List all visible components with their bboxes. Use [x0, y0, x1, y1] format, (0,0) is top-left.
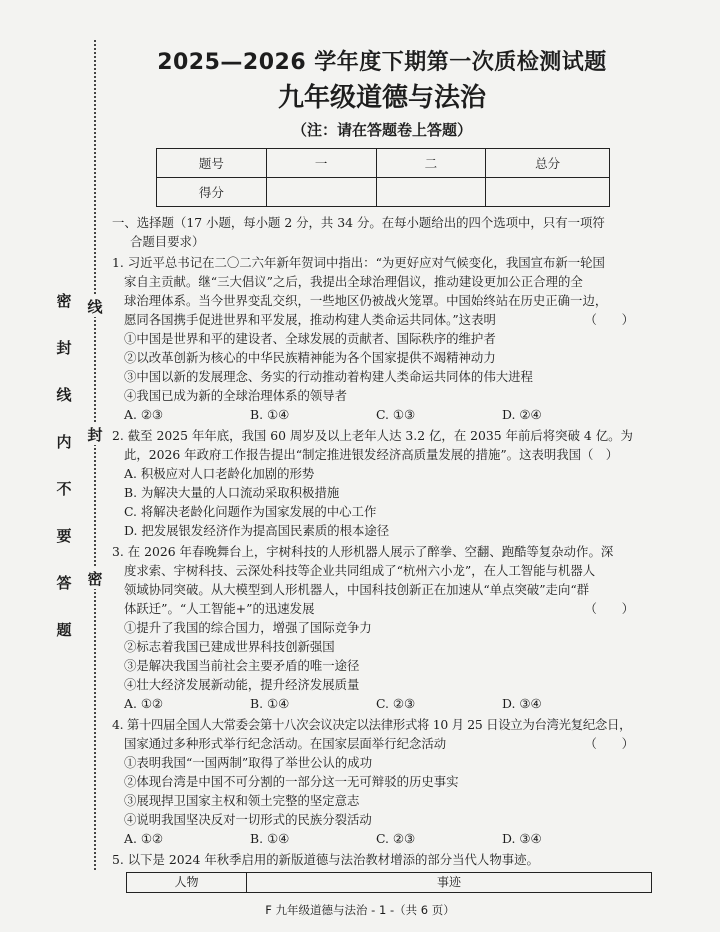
page-footer: F 九年级道德与法治 - 1 -（共 6 页）: [265, 903, 455, 917]
score-table: [156, 148, 610, 207]
statement-option: ③展现捍卫国家主权和领土完整的坚定意志: [124, 793, 360, 808]
score-cell: 题号: [157, 149, 267, 178]
question-stem-line: 此，2026 年政府工作报告提出“制定推进银发经济高质量发展的措施”。这表明我国（ ）: [124, 447, 619, 462]
binding-char: 密: [56, 292, 72, 310]
score-blank-cell[interactable]: [486, 178, 610, 207]
question-stem-line: 球治理体系。当今世界变乱交织，一些地区仍被战火笼罩。中国始终站在历史正确一边，: [124, 293, 608, 308]
choice-option[interactable]: B. 为解决大量的人口流动采取积极措施: [124, 485, 340, 500]
question-3: [112, 542, 652, 713]
question-stem-line: 4. 第十四届全国人大常委会第十八次会议决定以法律形式将 10 月 25 日设立为台湾光复纪念日，: [112, 717, 632, 732]
table-header-deeds: 事迹: [247, 873, 652, 893]
score-cell: 二: [376, 149, 486, 178]
choice-c[interactable]: C. ②③: [376, 696, 416, 711]
question-stem-line: 2. 截至 2025 年年底，我国 60 周岁及以上老年人达 3.2 亿，在 2035 年前后将突破 4 亿。为: [112, 428, 633, 443]
statement-option: ①表明我国“一国两制”取得了举世公认的成功: [124, 755, 373, 770]
answer-parenthesis[interactable]: （ ）: [584, 601, 634, 616]
binding-char: 内: [56, 433, 72, 451]
statement-option: ④壮大经济发展新动能，提升经济发展质量: [124, 677, 360, 692]
binding-char: 不: [56, 480, 72, 498]
question-stem-text: 国家通过多种形式举行纪念活动。在国家层面举行纪念活动: [124, 736, 447, 751]
statement-option: ②以改革创新为核心的中华民族精神能为各个国家提供不竭精神动力: [124, 350, 496, 365]
answer-choices: [112, 829, 652, 848]
choice-c[interactable]: C. ①③: [376, 407, 416, 422]
statement-option: ④我国已成为新的全球治理体系的领导者: [124, 388, 348, 403]
binding-char: 要: [56, 527, 72, 545]
section-heading: [112, 213, 652, 251]
exam-title: 2025—2026 学年度下期第一次质检测试题: [157, 50, 607, 75]
question-1: [112, 253, 652, 424]
score-blank-cell[interactable]: [376, 178, 486, 207]
question-stem-text: 愿同各国携手促进世界和平发展，推动构建人类命运共同体。”这表明: [124, 312, 496, 327]
score-cell: 一: [266, 149, 376, 178]
binding-char: 线: [56, 386, 72, 404]
statement-option: ①提升了我国的综合国力，增强了国际竞争力: [124, 620, 372, 635]
answer-choices: [112, 405, 652, 424]
binding-vertical-text: [55, 290, 73, 640]
answer-note: （注：请在答题卷上答题）: [291, 121, 472, 139]
score-table-header-row: [157, 149, 610, 178]
choice-d[interactable]: D. ③④: [502, 696, 542, 711]
binding-mark-mi: 密: [87, 570, 103, 588]
choice-option[interactable]: D. 把发展银发经济作为提高国民素质的根本途径: [124, 523, 390, 538]
question-stem-line: 领域协同突破。从大模型到人形机器人，中国科技创新正在加速从“单点突破”走向“群: [124, 582, 590, 597]
binding-dotted-line: [94, 40, 96, 870]
choice-option[interactable]: C. 将解决老龄化问题作为国家发展的中心工作: [124, 504, 377, 519]
choice-b[interactable]: B. ①④: [250, 831, 290, 846]
section-heading-line: 一、选择题（17 小题，每小题 2 分，共 34 分。在每小题给出的四个选项中，只有一项符: [112, 215, 605, 230]
answer-parenthesis[interactable]: （ ）: [584, 312, 634, 327]
binding-char: 封: [56, 339, 72, 357]
binding-char: 题: [56, 621, 72, 639]
score-cell: 总分: [486, 149, 610, 178]
binding-mark-feng: 封: [87, 426, 103, 444]
answer-parenthesis[interactable]: （ ）: [584, 736, 634, 751]
choice-a[interactable]: A. ②③: [124, 407, 164, 422]
binding-mark-xian: 线: [87, 298, 103, 316]
figures-table-header: [127, 873, 652, 893]
question-stem-line-last: [112, 310, 652, 329]
exam-content: [112, 48, 652, 893]
answer-choices: [112, 694, 652, 713]
table-header-person: 人物: [127, 873, 247, 893]
figures-table: [126, 872, 652, 893]
question-stem-line-last: [112, 734, 652, 753]
binding-char: 答: [56, 574, 72, 592]
statement-option: ④说明我国坚决反对一切形式的民族分裂活动: [124, 812, 372, 827]
subject-title: 九年级道德与法治: [277, 83, 486, 113]
question-stem-line: 3. 在 2026 年春晚舞台上，宇树科技的人形机器人展示了醉拳、空翻、跑酷等复杂动作。深: [112, 544, 614, 559]
question-2: [112, 426, 652, 540]
choice-option[interactable]: A. 积极应对人口老龄化加剧的形势: [124, 466, 315, 481]
section-heading-line: 合题目要求）: [130, 234, 205, 249]
question-4: [112, 715, 652, 848]
score-table-score-row: [157, 178, 610, 207]
choice-d[interactable]: D. ③④: [502, 831, 542, 846]
score-cell: 得分: [157, 178, 267, 207]
question-stem-line: 1. 习近平总书记在二〇二六年新年贺词中指出：“为更好应对气候变化，我国宣布新一轮国: [112, 255, 605, 270]
choice-a[interactable]: A. ①②: [124, 831, 164, 846]
choice-b[interactable]: B. ①④: [250, 407, 290, 422]
choice-b[interactable]: B. ①④: [250, 696, 290, 711]
statement-option: ③是解决我国当前社会主要矛盾的唯一途径: [124, 658, 360, 673]
statement-option: ③中国以新的发展理念、务实的行动推动着构建人类命运共同体的伟大进程: [124, 369, 533, 384]
statement-option: ①中国是世界和平的建设者、全球发展的贡献者、国际秩序的维护者: [124, 331, 496, 346]
statement-option: ②体现台湾是中国不可分割的一部分这一无可辩驳的历史事实: [124, 774, 459, 789]
question-5: [112, 850, 652, 893]
choice-c[interactable]: C. ②③: [376, 831, 416, 846]
question-stem-line-last: [112, 599, 652, 618]
choice-d[interactable]: D. ②④: [502, 407, 542, 422]
statement-option: ②标志着我国已建成世界科技创新强国: [124, 639, 335, 654]
question-stem-line: 度求索、宇树科技、云深处科技等企业共同组成了“杭州六小龙”，在人工智能与机器人: [124, 563, 596, 578]
question-stem-line: 5. 以下是 2024 年秋季启用的新版道德与法治教材增添的部分当代人物事迹。: [112, 852, 539, 867]
score-blank-cell[interactable]: [266, 178, 376, 207]
choice-a[interactable]: A. ①②: [124, 696, 164, 711]
question-stem-text: 体跃迁”。“人工智能+”的迅速发展: [124, 601, 315, 616]
question-stem-line: 家自主贡献。继“三大倡议”之后，我提出全球治理倡议，推动建设更加公正合理的全: [124, 274, 583, 289]
